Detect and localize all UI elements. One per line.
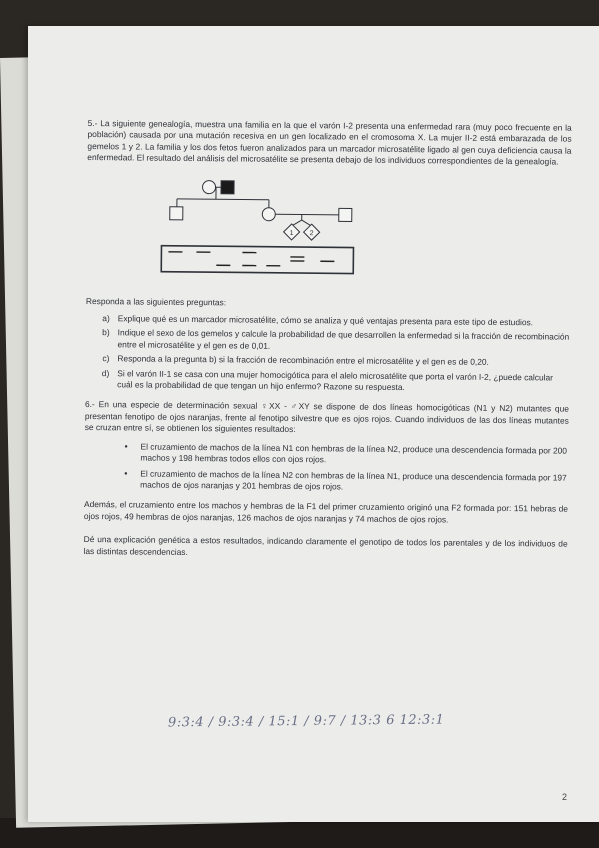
questions-prompt: Responda a las siguientes preguntas: — [85, 295, 227, 307]
question-6-results — [84, 441, 568, 495]
male-II-1 — [170, 206, 183, 219]
question-5-list — [85, 313, 570, 395]
bullet: • — [124, 467, 128, 478]
list-item: • El cruzamiento de machos de la línea N1 con hembras de la línea N2, produce una descendencia formada por 200 machos y 198 hembras todos ellos con ojos rojos. — [124, 441, 568, 465]
question-6-task: Dé una explicación genética a estos resultados, indicando claramente el genotipo de todos los parentales y de los individuos de las distintas descendencias. — [83, 534, 568, 557]
twin-2-label: 2 — [309, 229, 314, 237]
female-I-1 — [202, 180, 215, 193]
twin-1-label: 1 — [289, 229, 294, 237]
question-5-intro: 5.- La siguiente genealogía, muestra una familia en la que el varón I-2 presenta una enfermedad rara (muy poco frecuente en la población) causada por una mutación recesiva en un gen localizado en el cromosoma X. La mujer II-2 está embarazada de los gemelos 1 y 2. La familia y los dos fetos fueron analizados para un marcador microsatélite ligado al gen cuya deficiencia causa la enfermedad. El resultado del análisis del microsatélite se presenta debajo de los individuos correspondientes de la genealogía. — [87, 117, 572, 167]
male-II-3 — [339, 208, 352, 221]
handwritten-notes: 9:3:4 / 9:3:4 / 15:1 / 9:7 / 13:3 6 12:3:1 — [167, 712, 445, 731]
list-item: • El cruzamiento de machos de la línea N2 con hembras de la línea N1, produce una descendencia formada por 197 machos de ojos naranjas y 201 hembras de ojos rojos. — [124, 467, 567, 492]
document-page — [28, 26, 599, 822]
page-content — [83, 88, 571, 562]
question-6-intro: 6.- En una especie de determinación sexual ♀XX - ♂XY se dispone de dos líneas homocigóticas (N1 y N2) mutantes que presentan fenotipo de ojos naranjas, frente al fenotipo silvestre que es ojos rojos. Cuando individuos de las dos líneas mutantes se cruzan entre sí, se obtienen los siguientes resultados: — [84, 399, 569, 435]
list-item: c) Responda a la pregunta b) si la fracción de recombinación entre el microsatélite y el gen es de 0,20. — [102, 353, 489, 368]
female-II-2 — [262, 207, 275, 220]
page-number: 2 — [562, 792, 568, 802]
list-item: a) Explique qué es un marcador microsatélite, cómo se analiza y qué ventajas presenta para este tipo de estudios. — [102, 313, 534, 328]
list-item: b) Indique el sexo de los gemelos y calcule la probabilidad de que desarrollen la enfermedad si la fracción de recombinación entre el microsatélite y el gen es de 0,01. — [102, 327, 570, 351]
pedigree-diagram — [156, 178, 357, 290]
question-6-f2: Además, el cruzamiento entre los machos y hembras de la F1 del primer cruzamiento originó una F2 formada por: 151 hebras de ojos rojos, 49 hembras de ojos naranjas, 126 machos de ojos naranjas y 74 machos de ojos rojos. — [83, 499, 569, 525]
list-item: d) Si el varón II-1 se casa con una mujer homocigótica para el alelo microsatélite que porta el varón I-2, ¿puede calcular cuál es la probabilidad de que tengan un hijo enfermo? Razone su respuesta. — [101, 367, 554, 393]
bullet: • — [124, 441, 128, 452]
affected-male-I-2 — [221, 180, 234, 193]
gel-box — [161, 245, 353, 273]
